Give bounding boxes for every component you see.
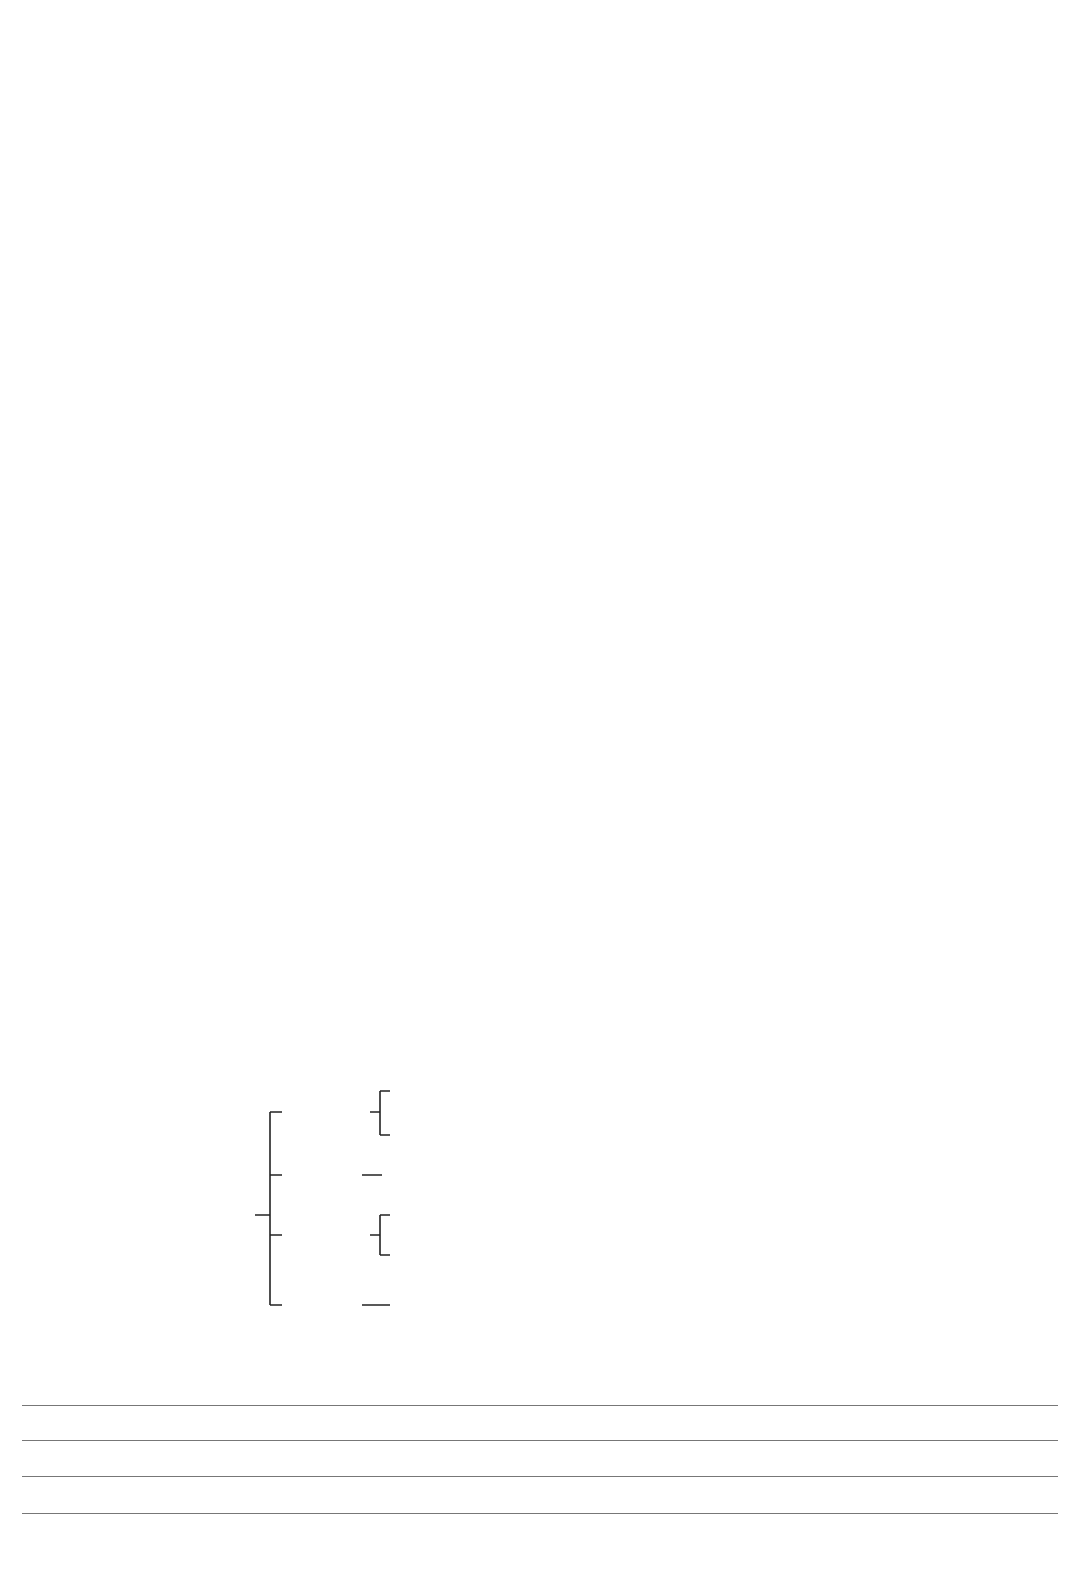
writing-line <box>22 1405 1058 1406</box>
writing-line <box>22 1440 1058 1441</box>
meeting-bracket <box>370 1091 390 1135</box>
bracket-lines <box>0 1075 1080 1340</box>
document-page <box>22 12 1062 120</box>
writing-line <box>22 1513 1058 1514</box>
section-heading-summary <box>22 12 1062 48</box>
writing-line <box>22 1476 1058 1477</box>
section-heading-practice <box>22 48 1062 84</box>
main-bracket <box>255 1112 282 1305</box>
opening-bracket <box>370 1215 390 1255</box>
board-design-heading <box>22 84 1062 120</box>
board-design-diagram <box>0 1075 1080 1340</box>
